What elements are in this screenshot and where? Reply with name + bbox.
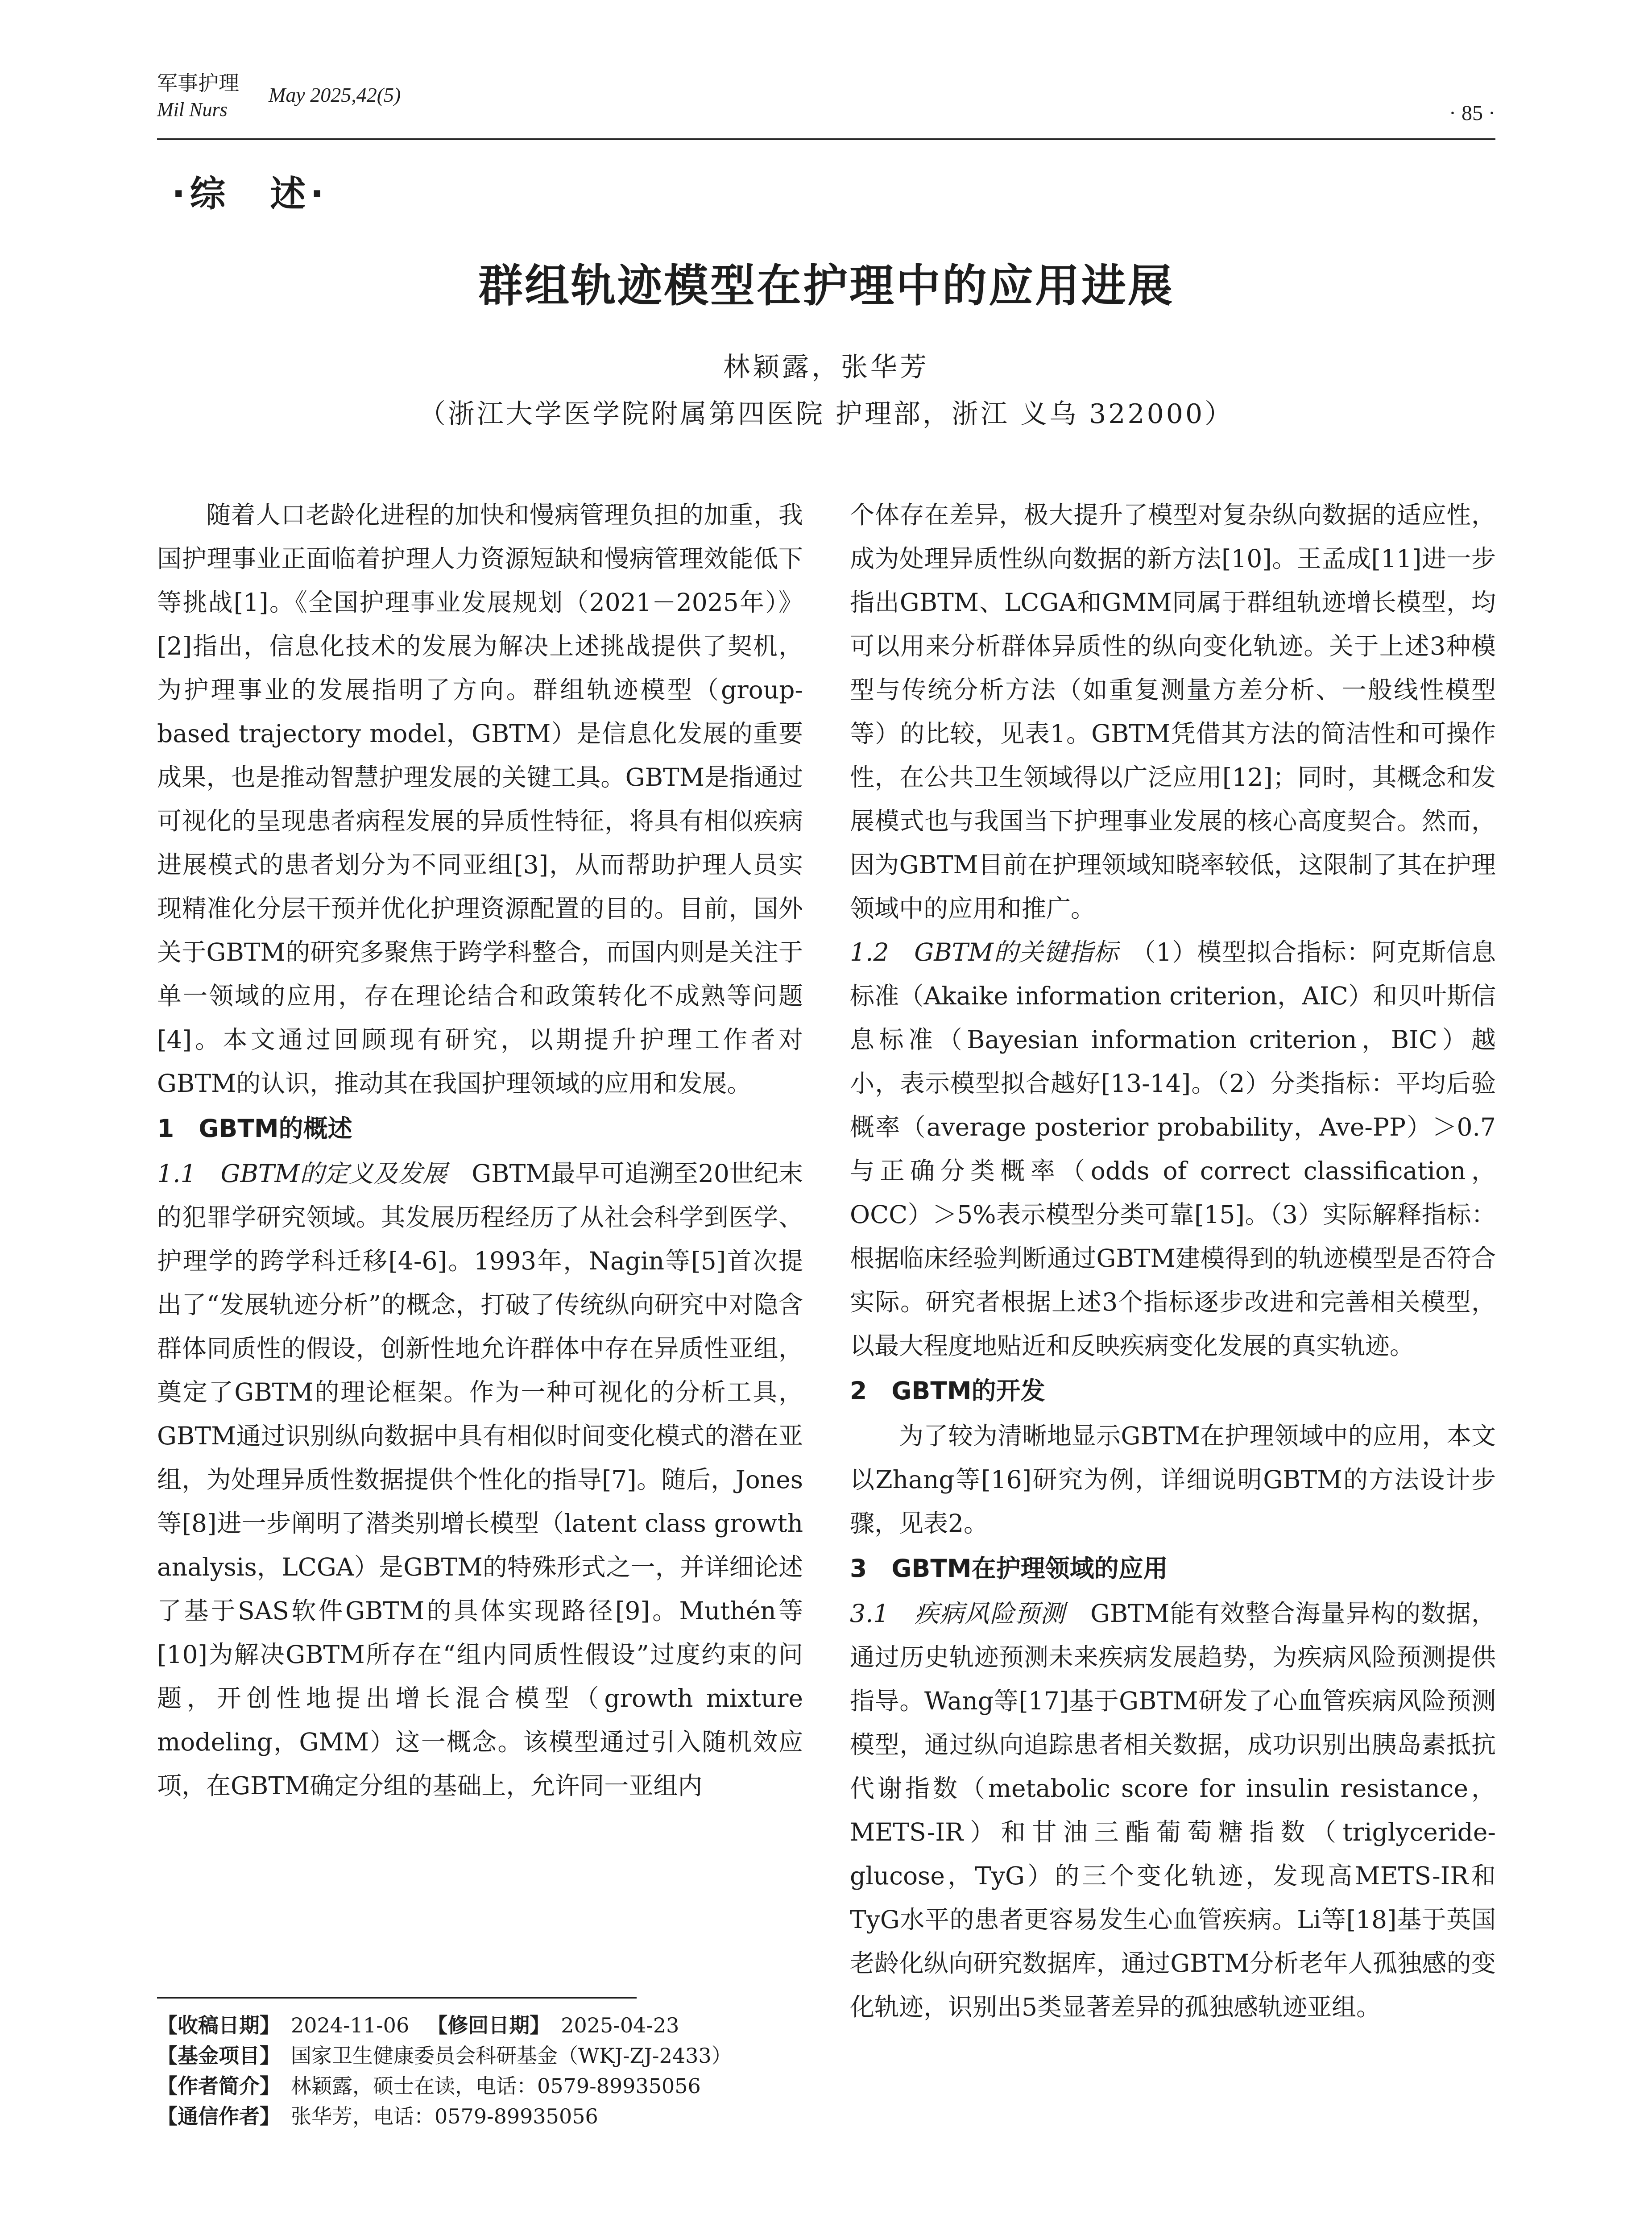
paragraph-2: 为了较为清晰地显示GBTM在护理领域中的应用，本文以Zhang等[16]研究为例，详细说明GBTM的方法设计步骤，见表2。 — [850, 1422, 1496, 1538]
fund-value: 国家卫生健康委员会科研基金（WKJ-ZJ-2433） — [291, 2044, 732, 2068]
footnote-author — [157, 2071, 803, 2101]
paragraph-1-2 — [850, 930, 1496, 1368]
footnote-rule — [157, 1997, 637, 1999]
fund-label: 【基金项目】 — [157, 2044, 280, 2068]
page-number: · 85 · — [1449, 101, 1495, 125]
footnote-dates — [157, 2010, 803, 2040]
footnote-fund — [157, 2040, 803, 2071]
received-date: 2024-11-06 — [291, 2013, 410, 2037]
corresponding-value: 张华芳，电话：0579-89935056 — [291, 2104, 598, 2128]
article-title: 群组轨迹模型在护理中的应用进展 — [478, 260, 1174, 312]
paragraph-3-1 — [850, 1592, 1496, 2029]
author-affiliation: （浙江大学医学院附属第四医院 护理部，浙江 义乌 322000） — [418, 398, 1234, 430]
author-bio-label: 【作者简介】 — [157, 2074, 280, 2098]
section-tag: ·综 述· — [172, 173, 328, 215]
journal-name-en: Mil Nurs — [157, 99, 228, 120]
paragraph-1-1-continued: 个体存在差异，极大提升了模型对复杂纵向数据的适应性，成为处理异质性纵向数据的新方法[10]。王孟成[11]进一步指出GBTM、LCGA和GMM同属于群组轨迹增长模型，均可以用来分析群体异质性的纵向变化轨迹。关于上述3种模型与传统分析方法（如重复测量方差分析、一般线性模型等）的比较，见表1。GBTM凭借其方法的简洁性和可操作性，在公共卫生领域得以广泛应用[12]；同时，其概念和发展模式也与我国当下护理事业发展的核心高度契合。然而，因为GBTM目前在护理领域知晓率较低，这限制了其在护理领域中的应用和推广。 — [850, 501, 1496, 923]
revised-date: 2025-04-23 — [561, 2013, 679, 2037]
paragraph-3-1-text: GBTM能有效整合海量异构的数据，通过历史轨迹预测未来疾病发展趋势，为疾病风险预测提供指导。Wang等[17]基于GBTM研发了心血管疾病风险预测模型，通过纵向追踪患者相关数据，成功识别出胰岛素抵抗代谢指数（metabolic score for insulin resistance，METS-IR）和甘油三酯葡萄糖指数（triglyceride-glucose，TyG）的三个变化轨迹，发现高METS-IR和TyG水平的患者更容易发生心血管疾病。Li等[18]基于英国老龄化纵向研究数据库，通过GBTM分析老年人孤独感的变化轨迹，识别出5类显著差异的孤独感轨迹亚组。 — [850, 1599, 1496, 2021]
corresponding-label: 【通信作者】 — [157, 2104, 280, 2128]
subheading-3-1: 3.1 疾病风险预测 — [850, 1599, 1065, 1628]
heading-section-1: 1 GBTM的概述 — [157, 1114, 352, 1143]
right-column — [850, 493, 1496, 2029]
intro-paragraph: 随着人口老龄化进程的加快和慢病管理负担的加重，我国护理事业正面临着护理人力资源短缺和慢病管理效能低下等挑战[1]。《全国护理事业发展规划（2021－2025年）》[2]指出，信息化技术的发展为解决上述挑战提供了契机，为护理事业的发展指明了方向。群组轨迹模型（group-based trajectory model，GBTM）是信息化发展的重要成果，也是推动智慧护理发展的关键工具。GBTM是指通过可视化的呈现患者病程发展的异质性特征，将具有相似疾病进展模式的患者划分为不同亚组[3]，从而帮助护理人员实现精准化分层干预并优化护理资源配置的目的。目前，国外关于GBTM的研究多聚焦于跨学科整合，而国内则是关注于单一领域的应用，存在理论结合和政策转化不成熟等问题[4]。本文通过回顾现有研究，以期提升护理工作者对GBTM的认识，推动其在我国护理领域的应用和发展。 — [157, 501, 803, 1098]
revised-label: 【修回日期】 — [427, 2013, 551, 2037]
paragraph-1-1 — [157, 1152, 803, 1808]
left-column — [157, 493, 803, 1808]
article-footnotes — [157, 2010, 803, 2131]
paragraph-1-1-text: GBTM最早可追溯至20世纪末的犯罪学研究领域。其发展历程经历了从社会科学到医学、护理学的跨学科迁移[4-6]。1993年，Nagin等[5]首次提出了“发展轨迹分析”的概念，打破了传统纵向研究中对隐含群体同质性的假设，创新性地允许群体中存在异质性亚组，奠定了GBTM的理论框架。作为一种可视化的分析工具，GBTM通过识别纵向数据中具有相似时间变化模式的潜在亚组，为处理异质性数据提供个性化的指导[7]。随后，Jones等[8]进一步阐明了潜类别增长模型（latent class growth analysis，LCGA）是GBTM的特殊形式之一，并详细论述了基于SAS软件GBTM的具体实现路径[9]。Muthén等[10]为解决GBTM所存在“组内同质性假设”过度约束的问题，开创性地提出增长混合模型（growth mixture modeling，GMM）这一概念。该模型通过引入随机效应项，在GBTM确定分组的基础上，允许同一亚组内 — [157, 1159, 803, 1800]
footnote-corresponding — [157, 2101, 803, 2131]
page-header — [157, 62, 1495, 143]
journal-name-cn: 军事护理 — [157, 71, 239, 95]
journal-issue: May 2025,42(5) — [269, 83, 401, 106]
header-rule — [157, 138, 1495, 140]
author-bio-value: 林颖露，硕士在读，电话：0579-89935056 — [291, 2074, 701, 2098]
heading-section-2: 2 GBTM的开发 — [850, 1377, 1045, 1405]
heading-section-3: 3 GBTM在护理领域的应用 — [850, 1554, 1168, 1583]
subheading-1-1: 1.1 GBTM的定义及发展 — [157, 1159, 447, 1188]
paragraph-1-2-text: （1）模型拟合指标：阿克斯信息标准（Akaike information criterion，AIC）和贝叶斯信息标准（Bayesian information criterion，BIC）越小，表示模型拟合越好[13-14]。（2）分类指标：平均后验概率（average posterior probability，Ave-PP）＞0.7与正确分类概率（odds of correct classification，OCC）＞5%表示模型分类可靠[15]。（3）实际解释指标：根据临床经验判断通过GBTM建模得到的轨迹模型是否符合实际。研究者根据上述3个指标逐步改进和完善相关模型，以最大程度地贴近和反映疾病变化发展的真实轨迹。 — [850, 938, 1496, 1360]
article-authors: 林颖露，张华芳 — [723, 352, 929, 383]
received-label: 【收稿日期】 — [157, 2013, 280, 2037]
subheading-1-2: 1.2 GBTM的关键指标 — [850, 938, 1119, 966]
